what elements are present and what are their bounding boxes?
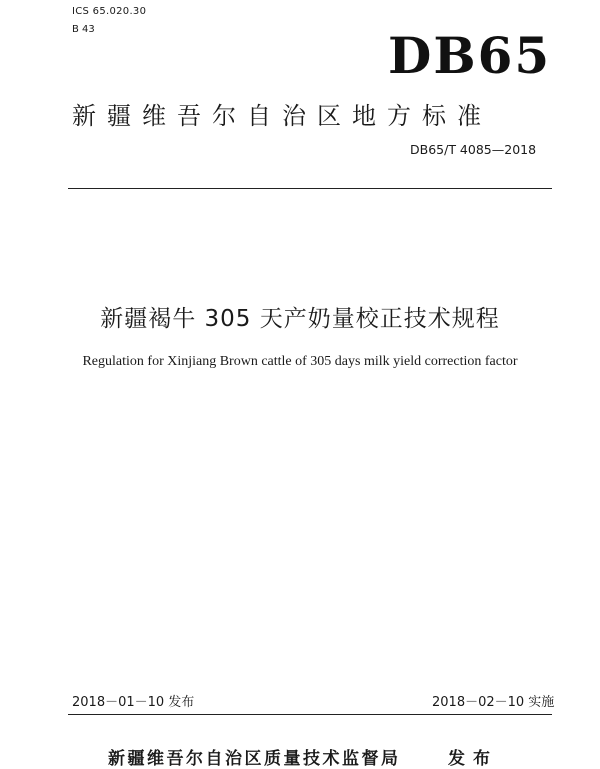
standard-type: 新疆维吾尔自治区地方标准 (72, 102, 492, 130)
issuing-authority: 新疆维吾尔自治区质量技术监督局 (108, 749, 401, 769)
header-divider (68, 188, 552, 189)
publish-date: 2018－01－10 发布 (72, 695, 195, 710)
ics-code: ICS 65.020.30 (72, 6, 147, 17)
standard-number: DB65/T 4085—2018 (410, 142, 537, 157)
classification-code: B 43 (72, 24, 95, 35)
title-chinese: 新疆褐牛 305 天产奶量校正技术规程 (100, 306, 500, 332)
footer-divider (68, 714, 552, 715)
title-english: Regulation for Xinjiang Brown cattle of 305 days milk yield correction factor (82, 354, 518, 369)
db65-logo: DB65 (388, 26, 552, 85)
implement-date: 2018－02－10 实施 (432, 695, 555, 710)
issuer-suffix: 发布 (448, 749, 498, 769)
